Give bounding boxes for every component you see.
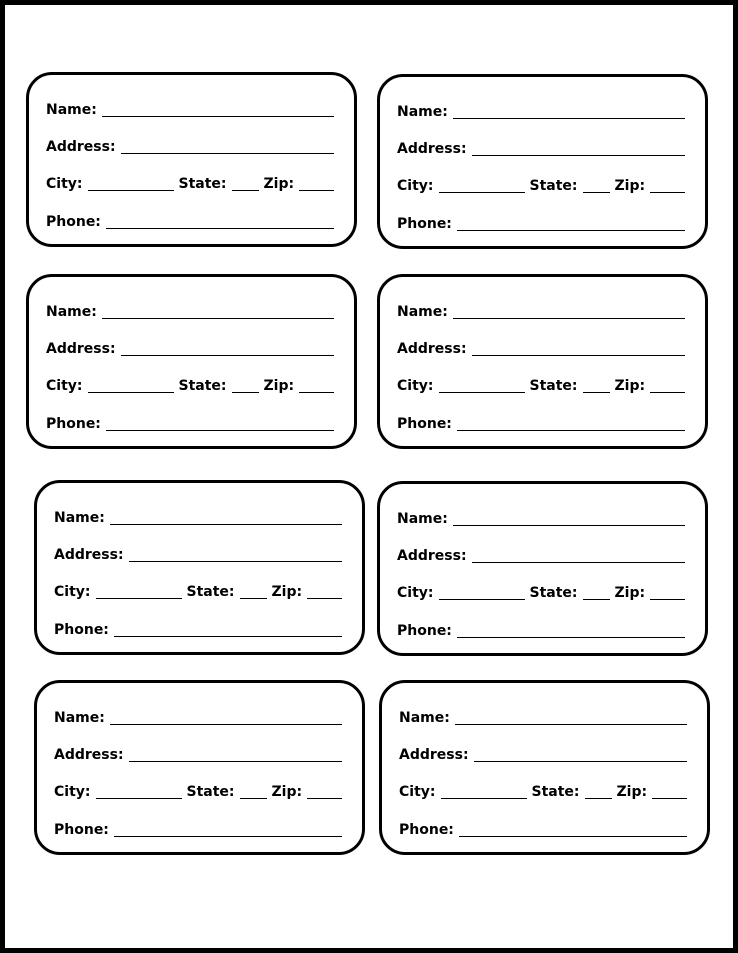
name-row xyxy=(46,299,334,321)
zip-label: Zip: xyxy=(271,784,303,800)
name-label: Name: xyxy=(397,304,448,320)
phone-label: Phone: xyxy=(54,622,109,638)
phone-blank-line[interactable] xyxy=(457,230,685,231)
zip-blank-line[interactable] xyxy=(652,798,687,799)
phone-row xyxy=(397,618,685,640)
address-label xyxy=(34,480,365,655)
city-label: City: xyxy=(54,784,91,800)
phone-blank-line[interactable] xyxy=(459,836,687,837)
state-blank-line[interactable] xyxy=(240,598,267,599)
city-state-zip-row xyxy=(397,173,685,195)
phone-label: Phone: xyxy=(54,822,109,838)
phone-row xyxy=(46,411,334,433)
address-label-text: Address: xyxy=(397,548,467,564)
name-label: Name: xyxy=(399,710,450,726)
name-row xyxy=(46,97,334,119)
address-blank-line[interactable] xyxy=(472,562,685,563)
phone-label: Phone: xyxy=(46,416,101,432)
phone-blank-line[interactable] xyxy=(114,636,342,637)
state-label: State: xyxy=(186,784,235,800)
address-label-text: Address: xyxy=(54,547,124,563)
name-label: Name: xyxy=(54,710,105,726)
address-row xyxy=(46,336,334,358)
city-blank-line[interactable] xyxy=(439,392,525,393)
city-state-zip-row xyxy=(399,779,687,801)
name-label: Name: xyxy=(397,511,448,527)
state-label: State: xyxy=(529,178,578,194)
address-row xyxy=(397,543,685,565)
phone-label: Phone: xyxy=(46,214,101,230)
city-blank-line[interactable] xyxy=(439,599,525,600)
zip-label: Zip: xyxy=(616,784,648,800)
address-label-text: Address: xyxy=(397,141,467,157)
address-label-text: Address: xyxy=(399,747,469,763)
city-label: City: xyxy=(399,784,436,800)
name-blank-line[interactable] xyxy=(453,318,685,319)
zip-blank-line[interactable] xyxy=(299,190,334,191)
city-label: City: xyxy=(54,584,91,600)
address-label xyxy=(26,274,357,449)
city-label: City: xyxy=(46,176,83,192)
city-blank-line[interactable] xyxy=(439,192,525,193)
zip-label: Zip: xyxy=(614,178,646,194)
name-label: Name: xyxy=(397,104,448,120)
zip-label: Zip: xyxy=(263,176,295,192)
name-blank-line[interactable] xyxy=(102,318,334,319)
address-label-text: Address: xyxy=(46,341,116,357)
city-state-zip-row xyxy=(397,580,685,602)
state-blank-line[interactable] xyxy=(240,798,267,799)
name-row xyxy=(54,705,342,727)
phone-label: Phone: xyxy=(397,623,452,639)
state-blank-line[interactable] xyxy=(232,392,259,393)
name-blank-line[interactable] xyxy=(453,118,685,119)
address-row xyxy=(397,136,685,158)
state-label: State: xyxy=(186,584,235,600)
city-state-zip-row xyxy=(46,171,334,193)
state-label: State: xyxy=(178,378,227,394)
address-label xyxy=(377,274,708,449)
zip-blank-line[interactable] xyxy=(650,192,685,193)
phone-row xyxy=(54,817,342,839)
phone-blank-line[interactable] xyxy=(106,228,334,229)
phone-label: Phone: xyxy=(399,822,454,838)
address-blank-line[interactable] xyxy=(121,355,334,356)
zip-label: Zip: xyxy=(263,378,295,394)
address-blank-line[interactable] xyxy=(472,155,685,156)
state-label: State: xyxy=(178,176,227,192)
state-blank-line[interactable] xyxy=(585,798,612,799)
address-blank-line[interactable] xyxy=(129,761,342,762)
name-label: Name: xyxy=(54,510,105,526)
label-sheet xyxy=(5,5,733,948)
zip-blank-line[interactable] xyxy=(307,598,342,599)
name-blank-line[interactable] xyxy=(110,724,342,725)
name-blank-line[interactable] xyxy=(102,116,334,117)
zip-blank-line[interactable] xyxy=(299,392,334,393)
address-row xyxy=(54,542,342,564)
state-label: State: xyxy=(531,784,580,800)
address-row xyxy=(397,336,685,358)
name-blank-line[interactable] xyxy=(110,524,342,525)
address-blank-line[interactable] xyxy=(129,561,342,562)
name-row xyxy=(397,506,685,528)
address-label xyxy=(379,680,710,855)
zip-blank-line[interactable] xyxy=(650,392,685,393)
name-blank-line[interactable] xyxy=(453,525,685,526)
phone-row xyxy=(397,411,685,433)
address-row xyxy=(54,742,342,764)
zip-blank-line[interactable] xyxy=(650,599,685,600)
phone-label: Phone: xyxy=(397,416,452,432)
city-label: City: xyxy=(397,585,434,601)
address-label xyxy=(26,72,357,247)
phone-label: Phone: xyxy=(397,216,452,232)
name-row xyxy=(397,299,685,321)
name-row xyxy=(399,705,687,727)
city-blank-line[interactable] xyxy=(96,798,182,799)
city-blank-line[interactable] xyxy=(441,798,527,799)
phone-blank-line[interactable] xyxy=(106,430,334,431)
phone-blank-line[interactable] xyxy=(457,637,685,638)
city-state-zip-row xyxy=(46,373,334,395)
phone-blank-line[interactable] xyxy=(114,836,342,837)
address-row xyxy=(399,742,687,764)
state-blank-line[interactable] xyxy=(583,392,610,393)
city-state-zip-row xyxy=(54,779,342,801)
zip-label: Zip: xyxy=(271,584,303,600)
city-blank-line[interactable] xyxy=(96,598,182,599)
address-row xyxy=(46,134,334,156)
zip-label: Zip: xyxy=(614,378,646,394)
name-row xyxy=(397,99,685,121)
state-blank-line[interactable] xyxy=(583,599,610,600)
city-state-zip-row xyxy=(397,373,685,395)
name-label: Name: xyxy=(46,304,97,320)
address-label-text: Address: xyxy=(397,341,467,357)
state-label: State: xyxy=(529,378,578,394)
zip-label: Zip: xyxy=(614,585,646,601)
phone-row xyxy=(46,209,334,231)
name-label: Name: xyxy=(46,102,97,118)
address-label-text: Address: xyxy=(46,139,116,155)
phone-row xyxy=(54,617,342,639)
phone-row xyxy=(399,817,687,839)
address-blank-line[interactable] xyxy=(472,355,685,356)
address-label xyxy=(377,481,708,656)
city-label: City: xyxy=(397,178,434,194)
state-blank-line[interactable] xyxy=(232,190,259,191)
address-blank-line[interactable] xyxy=(121,153,334,154)
state-blank-line[interactable] xyxy=(583,192,610,193)
city-label: City: xyxy=(397,378,434,394)
phone-row xyxy=(397,211,685,233)
phone-blank-line[interactable] xyxy=(457,430,685,431)
city-blank-line[interactable] xyxy=(88,392,174,393)
name-blank-line[interactable] xyxy=(455,724,687,725)
address-label xyxy=(34,680,365,855)
zip-blank-line[interactable] xyxy=(307,798,342,799)
name-row xyxy=(54,505,342,527)
state-label: State: xyxy=(529,585,578,601)
address-label-text: Address: xyxy=(54,747,124,763)
city-label: City: xyxy=(46,378,83,394)
address-blank-line[interactable] xyxy=(474,761,687,762)
city-blank-line[interactable] xyxy=(88,190,174,191)
city-state-zip-row xyxy=(54,579,342,601)
address-label xyxy=(377,74,708,249)
